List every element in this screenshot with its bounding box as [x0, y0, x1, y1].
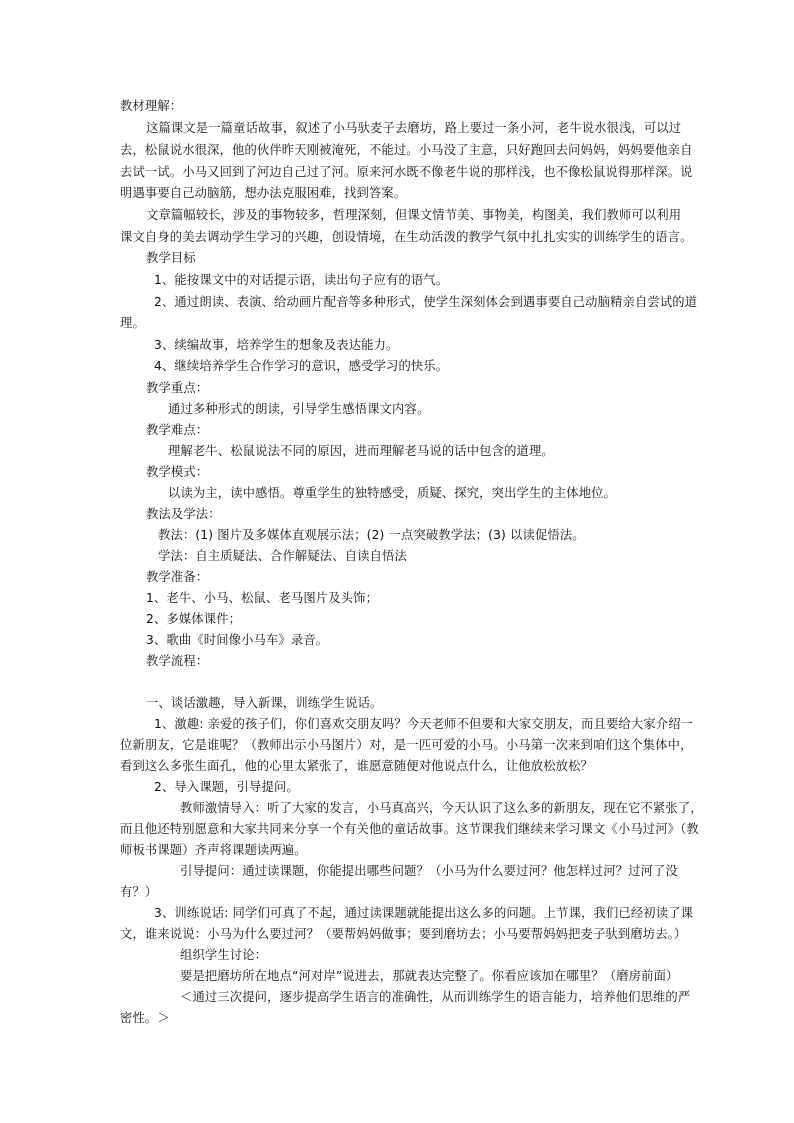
- list-item: 2、导入课题，引导提问。: [154, 780, 299, 794]
- paragraph-line: 以读为主，读中感悟。尊重学生的独特感受，质疑、探究，突出学生的主体地位。: [168, 486, 617, 500]
- paragraph-line: 文章篇幅较长，涉及的事物较多，哲理深刻，但课文情节美、事物美，构图美，我们教师可以利用: [146, 208, 682, 222]
- annotation-line: 密性。＞: [120, 1011, 170, 1025]
- paragraph-line: 组织学生讨论：: [180, 948, 268, 962]
- paragraph-line: 有？）: [120, 885, 158, 899]
- section-heading-difficulties: 教学难点：: [146, 423, 209, 437]
- list-item: 1、能按课文中的对话提示语，读出句子应有的语气。: [154, 273, 449, 287]
- list-item: 1、老牛、小马、松鼠、老马图片及头饰；: [146, 591, 379, 605]
- paragraph-line: 3、训练说话: 同学们可真了不起，通过读课题就能提出这么多的问题。上节课，我们已经初读了课: [154, 906, 694, 920]
- section-heading-part-one: 一、谈话激趣，导入新课，训练学生说话。: [146, 696, 383, 710]
- paragraph-line: 1、激趣: 亲爱的孩子们，你们喜欢交朋友吗？今天老师不但要和大家交朋友，而且要给大家介绍一: [154, 717, 694, 731]
- section-heading-methods: 教法及学法：: [146, 507, 221, 521]
- paragraph-line: 要是把磨坊所在地点“河对岸”说进去，那就表达完整了。你看应该加在哪里？（磨房前面）: [180, 969, 679, 983]
- list-item: 2、多媒体课件；: [146, 612, 242, 626]
- paragraph-line: 学法：自主质疑法、合作解疑法、自读自悟法: [158, 549, 407, 563]
- paragraph-line: 引导提问：通过读课题，你能提出哪些问题？（小马为什么要过河？他怎样过河？过河了没: [180, 864, 678, 878]
- list-item: 2、通过朗读、表演、给动画片配音等多种形式，使学生深刻体会到遇事要自己动脑精亲自尝试的道: [154, 295, 698, 309]
- paragraph-line: 教法：(1) 图片及多媒体直观展示法；(2) 一点突破教学法；(3) 以读促悟法。: [158, 528, 585, 542]
- paragraph-line: 而且他还特别愿意和大家共同来分享一个有关他的童话故事。这节课我们继续来学习课文《小马过河》（教: [120, 822, 699, 836]
- list-item: 4、继续培养学生合作学习的意识，感受学习的快乐。: [154, 359, 449, 373]
- paragraph-line: 去，松鼠说水很深，他的伙伴昨天刚被淹死，不能过。小马没了主意，只好跑回去问妈妈，妈妈要他亲自: [120, 143, 693, 157]
- section-heading-teaching-goals: 教学目标: [146, 251, 196, 265]
- list-item-continuation: 理。: [120, 316, 145, 330]
- paragraph-line: 文，谁来说说：小马为什么要过河？（要帮妈妈做事；要到磨坊去；小马要帮妈妈把麦子驮到磨坊去。）: [120, 927, 687, 941]
- paragraph-line: 这篇课文是一篇童话故事，叙述了小马驮麦子去磨坊，路上要过一条小河，老牛说水很浅，可以过: [146, 121, 682, 135]
- section-heading-textbook-understanding: 教材理解：: [120, 99, 183, 113]
- paragraph-line: 通过多种形式的朗读，引导学生感悟课文内容。: [168, 402, 430, 416]
- paragraph-line: 教师激情导入：听了大家的发言，小马真高兴，今天认识了这么多的新朋友，现在它不紧张了，: [180, 801, 703, 815]
- paragraph-line: 去试一试。小马又回到了河边自己过了河。原来河水既不像老牛说的那样浅，也不像松鼠说得那样深。说: [120, 165, 693, 179]
- paragraph-line: 位新朋友，它是谁呢？（教师出示小马图片）对，是一匹可爱的小马。小马第一次来到咱们这个集体中，: [120, 738, 693, 752]
- annotation-line: ＜通过三次提问，逐步提高学生语言的准确性，从而训练学生的语言能力，培养他们思维的严: [180, 990, 691, 1004]
- section-heading-key-points: 教学重点：: [146, 381, 209, 395]
- list-item: 3、歌曲《时间像小马车》录音。: [146, 633, 329, 647]
- paragraph-line: 明遇事要自己动脑筋，想办法克服困难，找到答案。: [120, 186, 407, 200]
- section-heading-teaching-process: 教学流程：: [146, 654, 209, 668]
- section-heading-teaching-mode: 教学模式：: [146, 465, 209, 479]
- list-item: 3、续编故事，培养学生的想象及表达能力。: [154, 338, 399, 352]
- section-heading-preparation: 教学准备：: [146, 570, 209, 584]
- paragraph-line: 理解老牛、松鼠说法不同的原因，进而理解老马说的话中包含的道理。: [168, 444, 554, 458]
- paragraph-line: 看到这么多张生面孔，他的心里太紧张了，谁愿意随便对他说点什么，让他放松放松？: [120, 759, 593, 773]
- paragraph-line: 师板书课题）齐声将课题读两遍。: [120, 843, 307, 857]
- paragraph-line: 课文自身的美去调动学生学习的兴趣，创设情境，在生动活泼的教学气氛中扎扎实实的训练学生的语言。: [120, 230, 693, 244]
